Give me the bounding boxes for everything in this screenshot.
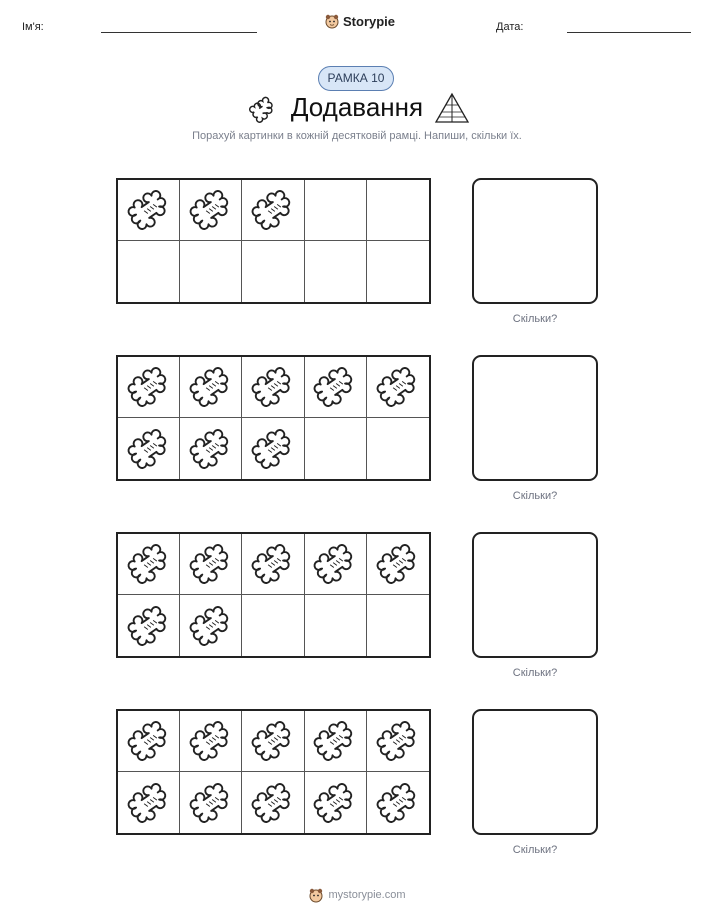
level-badge: РАМКА 10 (318, 66, 394, 91)
ten-frame (116, 709, 431, 835)
ten-frame (116, 532, 431, 658)
mascot-icon (324, 13, 340, 29)
bone-icon (251, 719, 295, 763)
ten-frame-cell (118, 534, 180, 595)
bone-icon (189, 542, 233, 586)
ten-frame-cell (242, 595, 304, 656)
ten-frame (116, 178, 431, 304)
bone-icon (189, 781, 233, 825)
answer-box[interactable] (472, 178, 598, 304)
bone-icon (245, 94, 279, 124)
bone-icon (127, 719, 171, 763)
ten-frame-cell (242, 180, 304, 241)
ten-frame-cell (180, 357, 242, 418)
ten-frame-cell (242, 772, 304, 833)
bone-icon (127, 781, 171, 825)
ten-frame-cell (367, 357, 429, 418)
ten-frame-cell (118, 241, 180, 302)
ten-frame-cell (367, 180, 429, 241)
footer-url[interactable]: mystorypie.com (328, 889, 406, 901)
how-many-label: Скільки? (512, 844, 558, 856)
brand-logo (324, 13, 395, 29)
ten-frame-cell (180, 534, 242, 595)
bone-icon (313, 781, 357, 825)
ten-frame-cell (305, 418, 367, 479)
mascot-icon (308, 887, 324, 903)
ten-frame-cell (367, 772, 429, 833)
bone-icon (376, 719, 420, 763)
bone-icon (251, 542, 295, 586)
ten-frame-cell (367, 595, 429, 656)
ten-frame-cell (367, 418, 429, 479)
ten-frame-cell (305, 357, 367, 418)
footer (0, 887, 714, 903)
answer-box[interactable] (472, 709, 598, 835)
ten-frame-cell (180, 772, 242, 833)
bone-icon (376, 365, 420, 409)
ten-frame-cell (118, 595, 180, 656)
bone-icon (127, 188, 171, 232)
bone-icon (376, 781, 420, 825)
bone-icon (127, 604, 171, 648)
date-field-line[interactable] (567, 32, 691, 33)
ten-frame-cell (180, 595, 242, 656)
bone-icon (127, 365, 171, 409)
ten-frame-cell (118, 180, 180, 241)
ten-frame-cell (242, 241, 304, 302)
bone-icon (251, 427, 295, 471)
answer-box[interactable] (472, 532, 598, 658)
bone-icon (189, 604, 233, 648)
ten-frame-cell (367, 241, 429, 302)
how-many-label: Скільки? (512, 313, 558, 325)
ten-frame-cell (305, 180, 367, 241)
bone-icon (251, 781, 295, 825)
bone-icon (313, 365, 357, 409)
ten-frame (116, 355, 431, 481)
bone-icon (189, 365, 233, 409)
ten-frame-cell (305, 595, 367, 656)
bone-icon (189, 427, 233, 471)
ten-frame-cell (180, 711, 242, 772)
ten-frame-cell (305, 534, 367, 595)
page-title: Додавання (290, 92, 424, 122)
bone-icon (127, 542, 171, 586)
brand-name: Storypie (343, 13, 396, 29)
bone-icon (127, 427, 171, 471)
answer-box[interactable] (472, 355, 598, 481)
ten-frame-cell (242, 534, 304, 595)
bone-icon (313, 542, 357, 586)
bone-icon (251, 188, 295, 232)
ten-frame-cell (305, 241, 367, 302)
ten-frame-cell (118, 357, 180, 418)
ten-frame-cell (118, 772, 180, 833)
pyramid-icon (434, 92, 470, 126)
instructions: Порахуй картинки в кожній десятковій рамці. Напиши, скільки їх. (192, 130, 522, 142)
name-field-line[interactable] (101, 32, 257, 33)
ten-frame-cell (180, 241, 242, 302)
ten-frame-cell (367, 534, 429, 595)
ten-frame-cell (180, 180, 242, 241)
ten-frame-cell (180, 418, 242, 479)
ten-frame-cell (305, 772, 367, 833)
ten-frame-cell (118, 418, 180, 479)
ten-frame-cell (305, 711, 367, 772)
ten-frame-cell (242, 418, 304, 479)
bone-icon (189, 188, 233, 232)
bone-icon (376, 542, 420, 586)
date-label: Дата: (496, 21, 524, 33)
how-many-label: Скільки? (512, 667, 558, 679)
title-row (0, 92, 714, 128)
bone-icon (189, 719, 233, 763)
ten-frame-cell (118, 711, 180, 772)
ten-frame-cell (242, 711, 304, 772)
how-many-label: Скільки? (512, 490, 558, 502)
bone-icon (313, 719, 357, 763)
name-label: Ім'я: (22, 21, 44, 33)
bone-icon (251, 365, 295, 409)
ten-frame-cell (367, 711, 429, 772)
ten-frame-cell (242, 357, 304, 418)
